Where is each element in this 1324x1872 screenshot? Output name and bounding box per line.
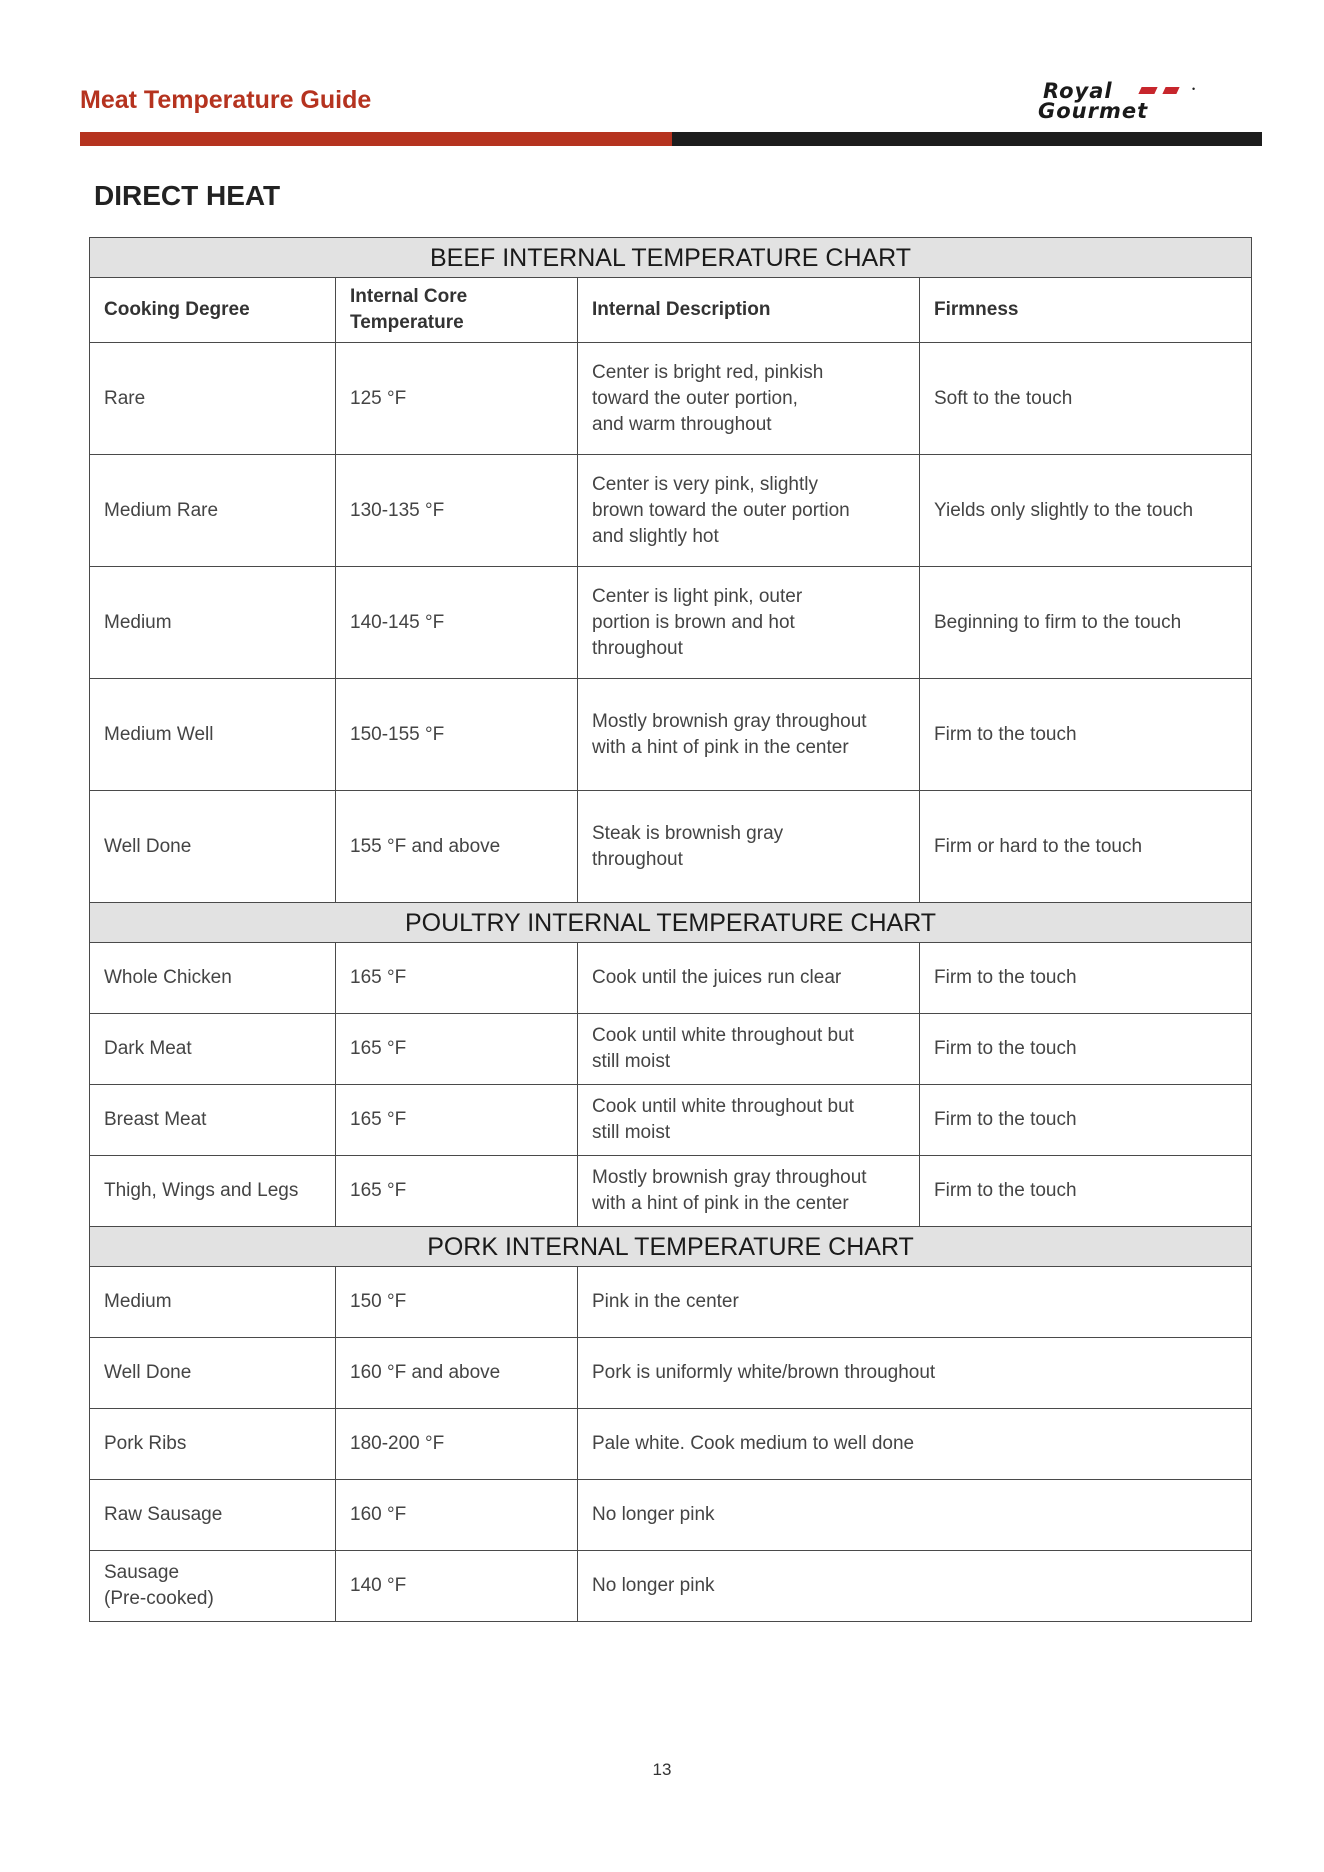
description-cell: Cook until white throughout but still moist	[578, 1085, 920, 1156]
temperature-cell: 155 °F and above	[336, 791, 578, 903]
royal-gourmet-logo	[1038, 80, 1228, 126]
table-row	[90, 1551, 1252, 1622]
temperature-cell: 165 °F	[336, 1156, 578, 1227]
logo-line-2: Gourmet	[1038, 99, 1149, 123]
table-row	[90, 1156, 1252, 1227]
table-row	[90, 791, 1252, 903]
table-row	[90, 1338, 1252, 1409]
table-row	[90, 1409, 1252, 1480]
header-bar-red	[80, 132, 672, 146]
description-cell: No longer pink	[578, 1480, 1252, 1551]
poultry-chart-header	[90, 903, 1252, 943]
cooking-degree-cell: Sausage (Pre-cooked)	[90, 1551, 336, 1622]
cooking-degree-cell: Well Done	[90, 1338, 336, 1409]
description-cell: Pink in the center	[578, 1267, 1252, 1338]
temperature-cell: 180-200 °F	[336, 1409, 578, 1480]
table-row	[90, 567, 1252, 679]
pork-chart-header-title: PORK INTERNAL TEMPERATURE CHART	[90, 1227, 1252, 1267]
firmness-cell: Firm to the touch	[920, 943, 1252, 1014]
table-row	[90, 1085, 1252, 1156]
beef-chart-header-title: BEEF INTERNAL TEMPERATURE CHART	[90, 238, 1252, 278]
column-header-core-temperature: Internal Core Temperature	[336, 278, 578, 343]
temperature-cell: 125 °F	[336, 343, 578, 455]
firmness-cell: Firm to the touch	[920, 1085, 1252, 1156]
cooking-degree-cell: Raw Sausage	[90, 1480, 336, 1551]
temperature-cell: 130-135 °F	[336, 455, 578, 567]
description-cell: Pale white. Cook medium to well done	[578, 1409, 1252, 1480]
header-divider-bar	[80, 132, 1262, 146]
cooking-degree-cell: Medium Rare	[90, 455, 336, 567]
logo-line-1: Royal	[1043, 79, 1113, 103]
firmness-cell: Firm to the touch	[920, 1156, 1252, 1227]
cooking-degree-cell: Thigh, Wings and Legs	[90, 1156, 336, 1227]
temperature-cell: 150 °F	[336, 1267, 578, 1338]
column-header-row	[90, 278, 1252, 343]
table-row	[90, 1480, 1252, 1551]
temperature-cell: 140-145 °F	[336, 567, 578, 679]
cooking-degree-cell: Rare	[90, 343, 336, 455]
column-header-description: Internal Description	[578, 278, 920, 343]
beef-chart-header	[90, 238, 1252, 278]
pork-chart-header	[90, 1227, 1252, 1267]
meat-temperature-table	[89, 237, 1252, 1622]
cooking-degree-cell: Medium Well	[90, 679, 336, 791]
description-cell: Mostly brownish gray throughout with a hint of pink in the center	[578, 1156, 920, 1227]
cooking-degree-cell: Breast Meat	[90, 1085, 336, 1156]
table-row	[90, 679, 1252, 791]
firmness-cell: Soft to the touch	[920, 343, 1252, 455]
cooking-degree-cell: Medium	[90, 567, 336, 679]
cooking-degree-cell: Pork Ribs	[90, 1409, 336, 1480]
table-row	[90, 943, 1252, 1014]
firmness-cell: Beginning to firm to the touch	[920, 567, 1252, 679]
temperature-cell: 165 °F	[336, 1014, 578, 1085]
table-row	[90, 1014, 1252, 1085]
description-cell: No longer pink	[578, 1551, 1252, 1622]
description-cell: Center is very pink, slightly brown toward the outer portion and slightly hot	[578, 455, 920, 567]
description-cell: Steak is brownish gray throughout	[578, 791, 920, 903]
page-header-title: Meat Temperature Guide	[80, 86, 372, 114]
firmness-cell: Firm or hard to the touch	[920, 791, 1252, 903]
poultry-chart-header-title: POULTRY INTERNAL TEMPERATURE CHART	[90, 903, 1252, 943]
cooking-degree-cell: Dark Meat	[90, 1014, 336, 1085]
cooking-degree-cell: Well Done	[90, 791, 336, 903]
description-cell: Pork is uniformly white/brown throughout	[578, 1338, 1252, 1409]
temperature-cell: 165 °F	[336, 1085, 578, 1156]
cooking-degree-cell: Whole Chicken	[90, 943, 336, 1014]
table-row	[90, 343, 1252, 455]
description-cell: Cook until the juices run clear	[578, 943, 920, 1014]
cooking-degree-cell: Medium	[90, 1267, 336, 1338]
section-title: DIRECT HEAT	[94, 180, 281, 211]
temperature-cell: 160 °F	[336, 1480, 578, 1551]
temperature-cell: 160 °F and above	[336, 1338, 578, 1409]
temperature-cell: 150-155 °F	[336, 679, 578, 791]
temperature-cell: 165 °F	[336, 943, 578, 1014]
table-row	[90, 455, 1252, 567]
column-header-cooking-degree: Cooking Degree	[90, 278, 336, 343]
description-cell: Center is bright red, pinkish toward the outer portion, and warm throughout	[578, 343, 920, 455]
temperature-cell: 140 °F	[336, 1551, 578, 1622]
firmness-cell: Yields only slightly to the touch	[920, 455, 1252, 567]
column-header-firmness: Firmness	[920, 278, 1252, 343]
table-row	[90, 1267, 1252, 1338]
description-cell: Cook until white throughout but still moist	[578, 1014, 920, 1085]
firmness-cell: Firm to the touch	[920, 1014, 1252, 1085]
logo-dot: •	[1192, 84, 1196, 94]
firmness-cell: Firm to the touch	[920, 679, 1252, 791]
description-cell: Mostly brownish gray throughout with a hint of pink in the center	[578, 679, 920, 791]
description-cell: Center is light pink, outer portion is brown and hot throughout	[578, 567, 920, 679]
header-bar-black	[672, 132, 1262, 146]
page-number: 13	[652, 1760, 672, 1779]
